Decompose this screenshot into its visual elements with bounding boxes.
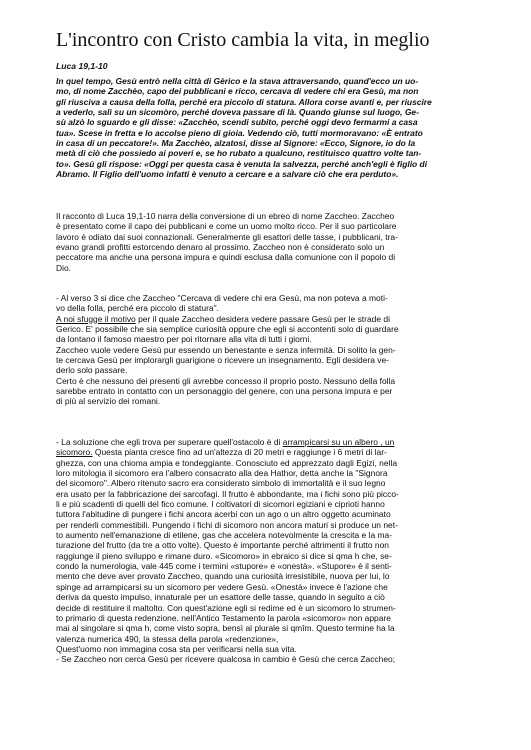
gospel-line: Abramo. Il Figlio dell'uomo infatti è venuto a cercare e a salvare ciò che era perduto». xyxy=(56,169,399,180)
body-line: peccatore ma anche una persona impura e quindi esclusa dalla comunione con il popolo di xyxy=(56,252,396,263)
body-line: da lontano il famoso maestro per poi ritornare alla vita di tutti i giorni. xyxy=(56,334,312,345)
gospel-line: mo, di nome Zacchèo, capo dei pubblicani e ricco, cercava di vedere chi era Gesù, ma non xyxy=(56,86,419,97)
paragraph-intro xyxy=(56,211,518,273)
body-line xyxy=(56,447,518,457)
body-line: condo la numerologia, vale 445 come i termini «stupore» e «onestà». «Stupore» è il senti- xyxy=(56,561,392,572)
body-line: deriva da questo impulso, innaturale per un esattore delle tasse, quando in seguito a ciò xyxy=(56,592,385,603)
gospel-line: gli riusciva a causa della folla, perché era piccolo di statura. Allora corse avanti e, per riuscire xyxy=(56,96,432,107)
body-line: spinge ad arrampicarsi su un sicomoro per vedere Gesù. «Onestà» invece è l'azione che xyxy=(56,581,388,592)
gospel-line: metà di ciò che possiedo ai poveri e, se ho rubato a qualcuno, restituisco quattro volte tan- xyxy=(56,148,422,159)
body-line-lead: - La soluzione che egli trova per superare quell'ostacolo è di xyxy=(56,437,283,447)
body-line: ghezza, con una chioma ampia e tondeggiante. Conosciuto ed apprezzato dagli Egizi, nella xyxy=(56,457,398,468)
underlined-phrase: sicomoro. xyxy=(56,447,93,458)
paragraph-sicomoro xyxy=(56,437,518,665)
body-line: - Se Zaccheo non cerca Gesù per ricevere qualcosa in cambio è Gesù che cerca Zaccheo; xyxy=(56,654,396,665)
body-line: decide di restituire il maltolto. Con quest'azione egli si redime ed è un sicomoro lo strumen- xyxy=(56,602,396,613)
body-line: raggiunge il pieno sviluppo e rimane duro. «Sicomoro» in ebraico si dice si qma h che, se- xyxy=(56,550,392,561)
body-line: to aumento nell'emanazione di etilene, gas che accelera notevolmente la crescita e la ma- xyxy=(56,530,393,541)
body-line-rest: per il quale Zaccheo desidera vedere passare Gesù per le strade di xyxy=(135,313,390,324)
gospel-line: to». Gesù gli rispose: «Oggi per questa casa è venuta la salvezza, perché anch'egli è figlio di xyxy=(56,158,428,169)
body-line: evano grandi profitti estorcendo denaro al prossimo. Zaccheo non è considerato solo un xyxy=(56,242,385,253)
gospel-line: tua». Scese in fretta e lo accolse pieno di gioia. Vedendo ciò, tutti mormoravano: «È entrato xyxy=(56,127,423,138)
body-line: li e più scadenti di quelli del fico comune. I coltivatori di sicomori egiziani e ciprioti hanno xyxy=(56,499,385,510)
body-line: Dio. xyxy=(56,262,72,273)
body-line: loro mitologia il sicomoro era l'albero consacrato alla dea Hathor, detta anche la "Signora xyxy=(56,468,388,479)
body-line: era usato per la fabbricazione dei sarcofagi. Il frutto è abbondante, ma i fichi sono più picco- xyxy=(56,488,399,499)
body-line: - Al verso 3 si dice che Zaccheo "Cercava di vedere chi era Gesù, ma non poteva a moti- xyxy=(56,293,388,303)
gospel-line: sù alzò lo sguardo e gli disse: «Zacchèo, scendi subito, perché oggi devo fermarmi a casa xyxy=(56,117,418,128)
body-line: te cercava Gesù per implorargli guarigione o ricevere un insegnamento. Egli desidera ve- xyxy=(56,355,389,366)
body-line xyxy=(56,437,518,447)
body-line: Gerico. E' possibile che sia semplice curiosità oppure che egli si accontenti solo di guardare xyxy=(56,324,399,335)
body-line: lavoro è odiato dai suoi connazionali. Generalmente gli esattori delle tasse, i pubblicani, tra- xyxy=(56,231,398,242)
body-line: vo della folla, perché era piccolo di statura". xyxy=(56,303,219,314)
paragraph-verse-3 xyxy=(56,293,518,407)
body-line: Il racconto di Luca 19,1-10 narra della conversione di un ebreo di nome Zaccheo. Zaccheo xyxy=(56,211,395,221)
body-line: mento che deve aver provato Zaccheo, quando una curiosità irresistibile, nuova per lui, lo xyxy=(56,571,390,582)
underlined-phrase: arrampicarsi su un albero , un xyxy=(282,437,395,447)
gospel-line: in casa di un peccatore!». Ma Zacchèo, alzatosi, disse al Signore: «Ecco, Signore, io do la xyxy=(56,138,416,149)
body-line: per renderli commestibili. Pungendo i fichi di sicomoro non ancora maturi si produce un net- xyxy=(56,519,398,530)
body-line: Quest'uomo non immagina cosa sta per verificarsi nella sua vita. xyxy=(56,643,297,654)
body-line: del sicomoro". Albero ritenuto sacro era considerato simbolo di immortalità e il suo legno xyxy=(56,478,386,489)
body-line: è presentato come il capo dei pubblicani e come un uomo molto ricco. Per il suo particolare xyxy=(56,221,397,232)
underlined-phrase: A noi sfugge il motivo xyxy=(56,313,136,324)
gospel-line: a vederlo, salì su un sicomòro, perché doveva passare di là. Quando giunse sul luogo, Ge- xyxy=(56,107,419,118)
page-title: L'incontro con Cristo cambia la vita, in meglio xyxy=(56,29,430,51)
body-line: sarebbe entrato in contatto con un personaggio del genere, con una persona impura e per xyxy=(56,386,393,397)
body-line-rest: Questa pianta cresce fino ad un'altezza di 20 metri e raggiunge i 6 metri di lar- xyxy=(92,447,387,458)
body-line xyxy=(56,314,518,324)
gospel-reference: Luca 19,1-10 xyxy=(56,61,108,71)
body-line: turazione del frutto (da tre a otto volte). Questo è importante perché altrimenti il frutto non xyxy=(56,540,389,551)
body-line: to primario di questa redenzione. nell'Antico Testamento la parola «sicomoro» non appare xyxy=(56,612,391,623)
body-line: Zaccheo vuole vedere Gesù pur essendo un benestante e senza infermità. Di solito la gen- xyxy=(56,344,396,355)
gospel-line: In quel tempo, Gesù entrò nella città di Gèrico e la stava attraversando, quand'ecco un uo- xyxy=(56,76,419,86)
body-line: derlo solo passare. xyxy=(56,365,128,376)
body-line: mai al singolare si qma h, come visto sopra, bensì al plurale si qmîm. Questo termine ha la xyxy=(56,623,395,634)
body-line: valenza numerica 490, la stessa della parola «redenzione», xyxy=(56,633,279,644)
body-line: tuttora l'abitudine di pungere i fichi ancora acerbi con un ago o un altro oggetto acuminato xyxy=(56,509,391,520)
body-line: Certo è che nessuno dei presenti gli avrebbe concesso il proprio posto. Nessuno della folla xyxy=(56,375,396,386)
gospel-passage xyxy=(56,76,518,179)
body-line: di più al servizio dei romani. xyxy=(56,396,161,407)
